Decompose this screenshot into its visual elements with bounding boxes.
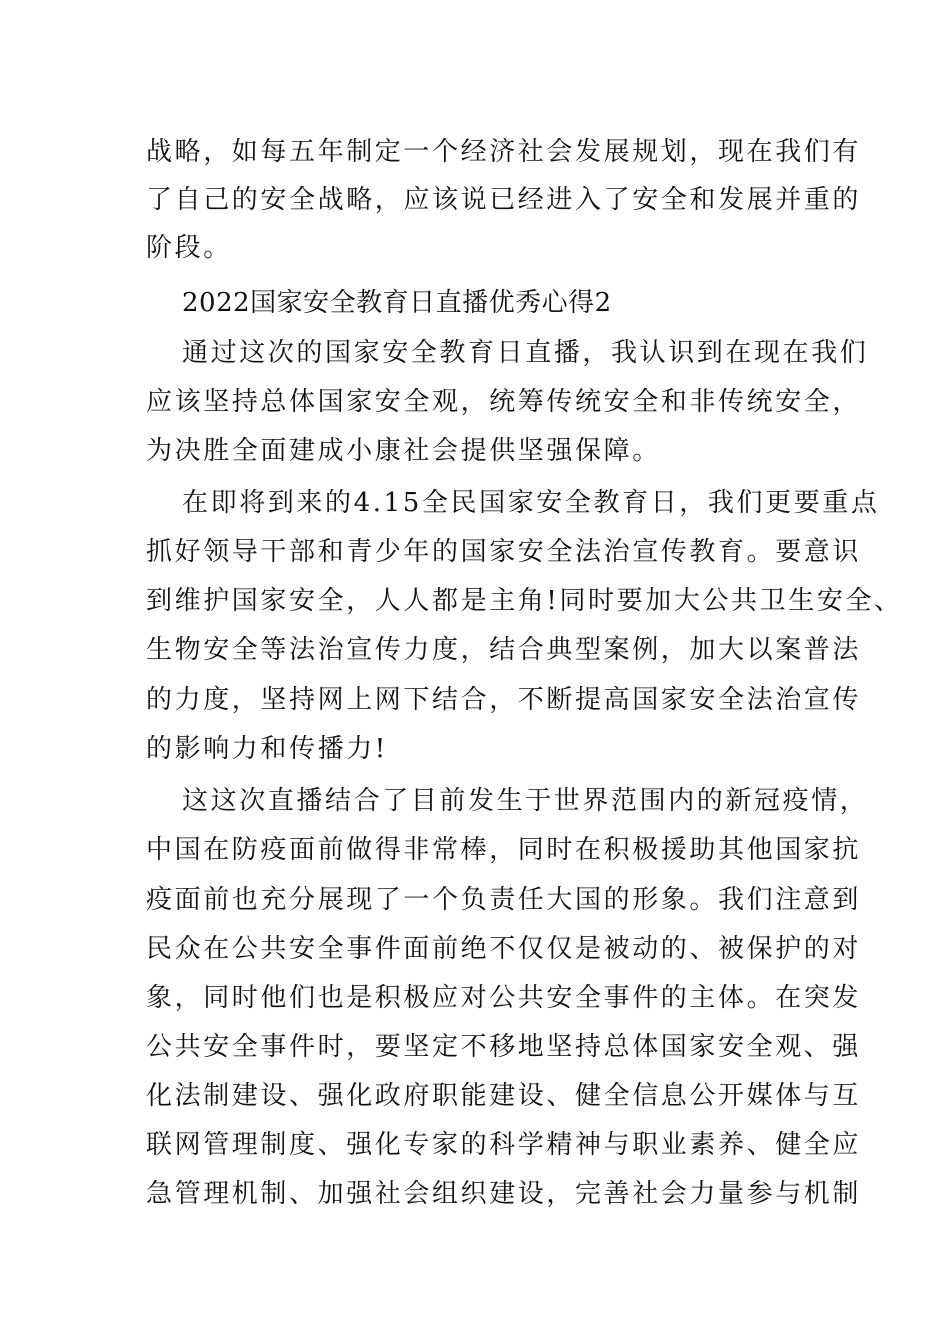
paragraph-4-line-4: 民众在公共安全事件面前绝不仅仅是被动的、被保护的对 (146, 934, 862, 964)
paragraph-3-line-2: 抓好领导干部和青少年的国家安全法治宣传教育。要意识 (146, 537, 862, 567)
paragraph-4-line-2: 中国在防疫面前做得非常棒，同时在积极援助其他国家抗 (146, 835, 862, 865)
paragraph-4-line-7: 化法制建设、强化政府职能建设、健全信息公开媒体与互 (146, 1081, 862, 1111)
paragraph-1-line-3: 阶段。 (146, 233, 232, 263)
paragraph-3-line-4: 生物安全等法治宣传力度，结合典型案例，加大以案普法 (146, 635, 862, 665)
paragraph-4-line-5: 象，同时他们也是积极应对公共安全事件的主体。在突发 (146, 983, 862, 1013)
paragraph-3-line-5: 的力度，坚持网上网下结合，不断提高国家安全法治宣传 (146, 685, 862, 715)
paragraph-4-line-1: 这这次直播结合了目前发生于世界范围内的新冠疫情， (182, 786, 869, 816)
paragraph-2-line-2: 应该坚持总体国家安全观，统筹传统安全和非传统安全， (146, 387, 862, 417)
paragraph-3-line-3: 到维护国家安全，人人都是主角!同时要加大公共卫生安全、 (146, 586, 903, 616)
paragraph-3-line-1: 在即将到来的4.15全民国家安全教育日，我们更要重点 (182, 488, 880, 518)
paragraph-1-line-2: 了自己的安全战略，应该说已经进入了安全和发展并重的 (146, 185, 862, 215)
paragraph-4-line-3: 疫面前也充分展现了一个负责任大国的形象。我们注意到 (146, 885, 862, 915)
section-heading: 2022国家安全教育日直播优秀心得2 (182, 288, 612, 318)
paragraph-2-line-3: 为决胜全面建成小康社会提供坚强保障。 (146, 436, 661, 466)
paragraph-3-line-6: 的影响力和传播力! (146, 734, 388, 764)
paragraph-1-line-1: 战略，如每五年制定一个经济社会发展规划，现在我们有 (146, 137, 862, 167)
paragraph-4-line-6: 公共安全事件时，要坚定不移地坚持总体国家安全观、强 (146, 1032, 862, 1062)
paragraph-4-line-9: 急管理机制、加强社会组织建设，完善社会力量参与机制 (146, 1179, 862, 1209)
paragraph-4-line-8: 联网管理制度、强化专家的科学精神与职业素养、健全应 (146, 1130, 862, 1160)
paragraph-2-line-1: 通过这次的国家安全教育日直播，我认识到在现在我们 (182, 338, 869, 368)
